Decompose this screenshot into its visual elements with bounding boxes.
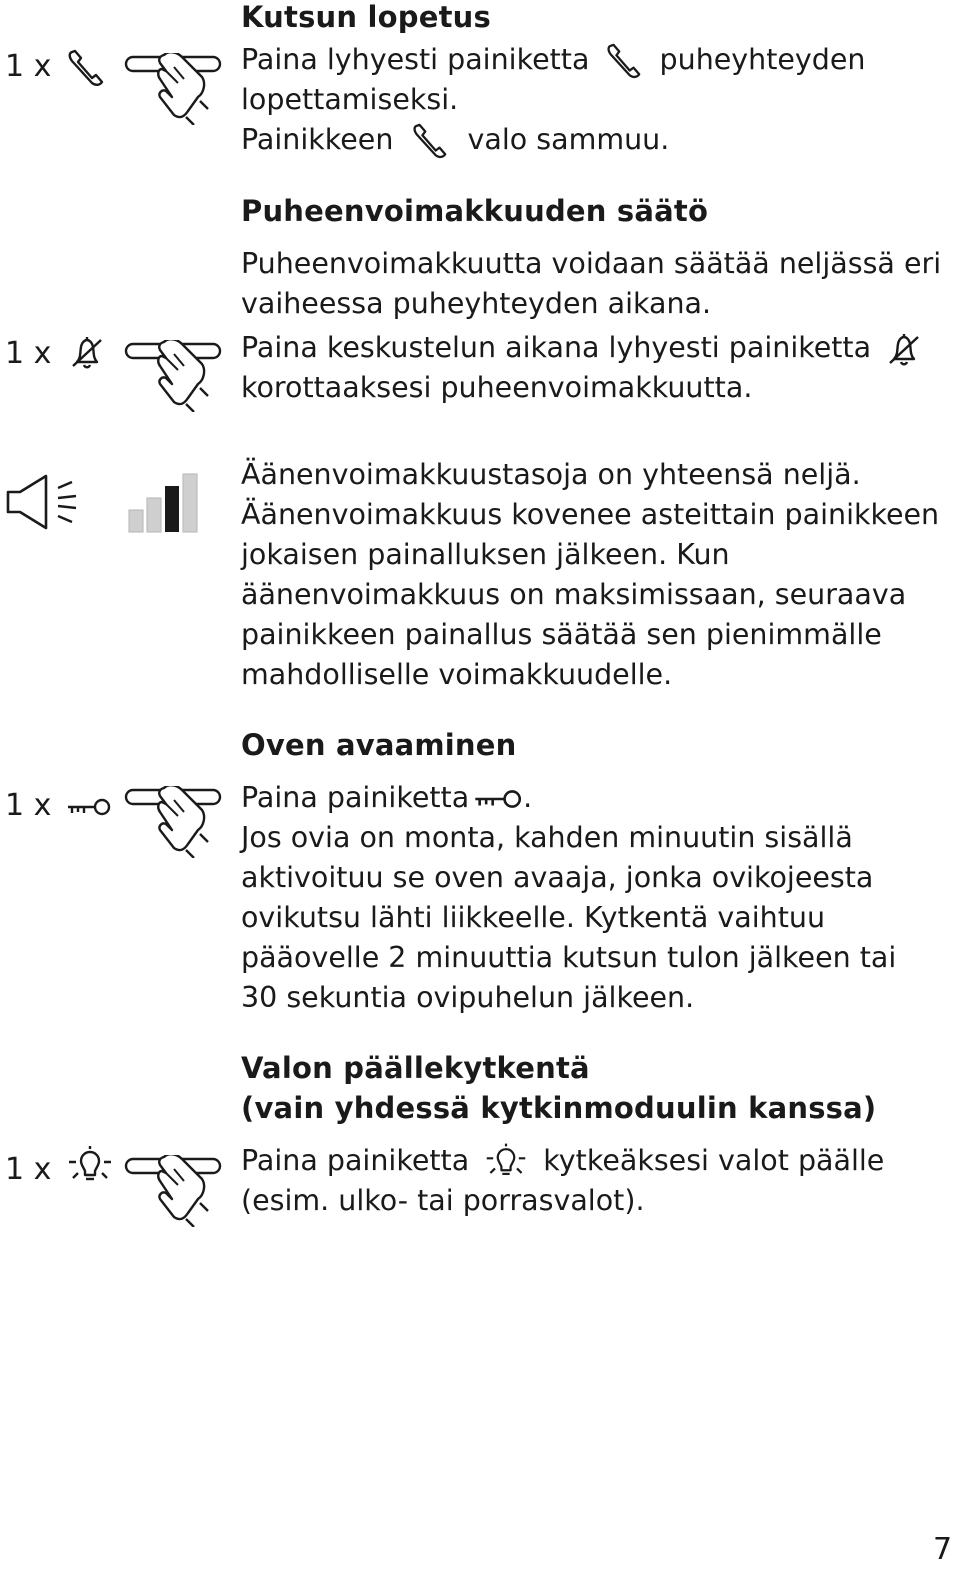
call-end-line-3	[241, 120, 669, 160]
door-line-4: ovikutsu lähti liikkeelle. Kytkentä vaihtuu	[241, 901, 826, 934]
call-end-text-1b: puheyhteyden	[659, 43, 866, 76]
handset-icon	[66, 48, 106, 88]
levels-line-6: mahdolliselle voimakkuudelle.	[241, 658, 673, 691]
button-press-icon	[124, 1155, 224, 1227]
door-line-1	[241, 778, 532, 818]
door-line-3: aktivoituu se oven avaaja, jonka ovikojeesta	[241, 861, 874, 894]
heading-light-sub: (vain yhdessä kytkinmoduulin kanssa)	[241, 1091, 877, 1125]
key-icon	[64, 795, 112, 819]
levels-line-3: jokaisen painalluksen jälkeen. Kun	[241, 538, 730, 571]
light-bulb-icon	[66, 1146, 114, 1186]
press-count-light: 1 x	[5, 1152, 52, 1187]
volume-line-4: korottaaksesi puheenvoimakkuutta.	[241, 371, 753, 404]
volume-bars-icon	[126, 470, 210, 534]
levels-line-4: äänenvoimakkuus on maksimissaan, seuraava	[241, 578, 907, 611]
light-line-2: (esim. ulko- tai porrasvalot).	[241, 1184, 645, 1217]
call-end-text-1a: Paina lyhyesti painiketta	[241, 43, 590, 76]
door-line-6: 30 sekuntia ovipuhelun jälkeen.	[241, 981, 695, 1014]
button-press-icon	[124, 340, 224, 412]
volume-line-3	[241, 328, 924, 369]
bell-icon	[67, 332, 107, 372]
call-end-text-3b: valo sammuu.	[467, 123, 670, 156]
light-line-1	[241, 1141, 884, 1181]
call-end-line-1	[241, 40, 866, 80]
call-end-text-3a: Painikkeen	[241, 123, 394, 156]
page-number: 7	[933, 1532, 953, 1567]
light-bulb-icon	[484, 1143, 528, 1181]
heading-door: Oven avaaminen	[241, 728, 517, 762]
key-icon	[471, 786, 523, 812]
door-line-5: pääovelle 2 minuuttia kutsun tulon jälkeen tai	[241, 941, 897, 974]
button-press-icon	[124, 786, 224, 858]
press-count-volume: 1 x	[5, 336, 52, 371]
volume-line-1: Puheenvoimakkuutta voidaan säätää neljässä eri	[241, 247, 942, 280]
levels-line-2: Äänenvoimakkuus kovenee asteittain painikkeen	[241, 498, 940, 531]
handset-icon	[604, 42, 644, 80]
bell-icon	[884, 329, 924, 369]
volume-line-2: vaiheessa puheyhteyden aikana.	[241, 287, 712, 320]
light-text-1a: Paina painiketta	[241, 1144, 470, 1177]
button-press-icon	[124, 53, 224, 125]
door-text-1b: .	[523, 781, 533, 814]
door-text-1a: Paina painiketta	[241, 781, 470, 814]
heading-call-end: Kutsun lopetus	[241, 0, 491, 34]
light-text-1b: kytkeäksesi valot päälle	[543, 1144, 885, 1177]
levels-line-1: Äänenvoimakkuustasoja on yhteensä neljä.	[241, 458, 861, 491]
speaker-icon	[6, 474, 78, 530]
door-line-2: Jos ovia on monta, kahden minuutin sisällä	[241, 821, 853, 854]
press-count-call-end: 1 x	[5, 49, 52, 84]
call-end-line-2: lopettamiseksi.	[241, 83, 459, 116]
heading-volume: Puheenvoimakkuuden säätö	[241, 194, 709, 228]
press-count-door: 1 x	[5, 788, 52, 823]
heading-light: Valon päällekytkentä	[241, 1051, 590, 1085]
levels-line-5: painikkeen painallus säätää sen pienimmälle	[241, 618, 882, 651]
handset-icon	[410, 122, 450, 160]
volume-text-3: Paina keskustelun aikana lyhyesti painiketta	[241, 331, 872, 364]
